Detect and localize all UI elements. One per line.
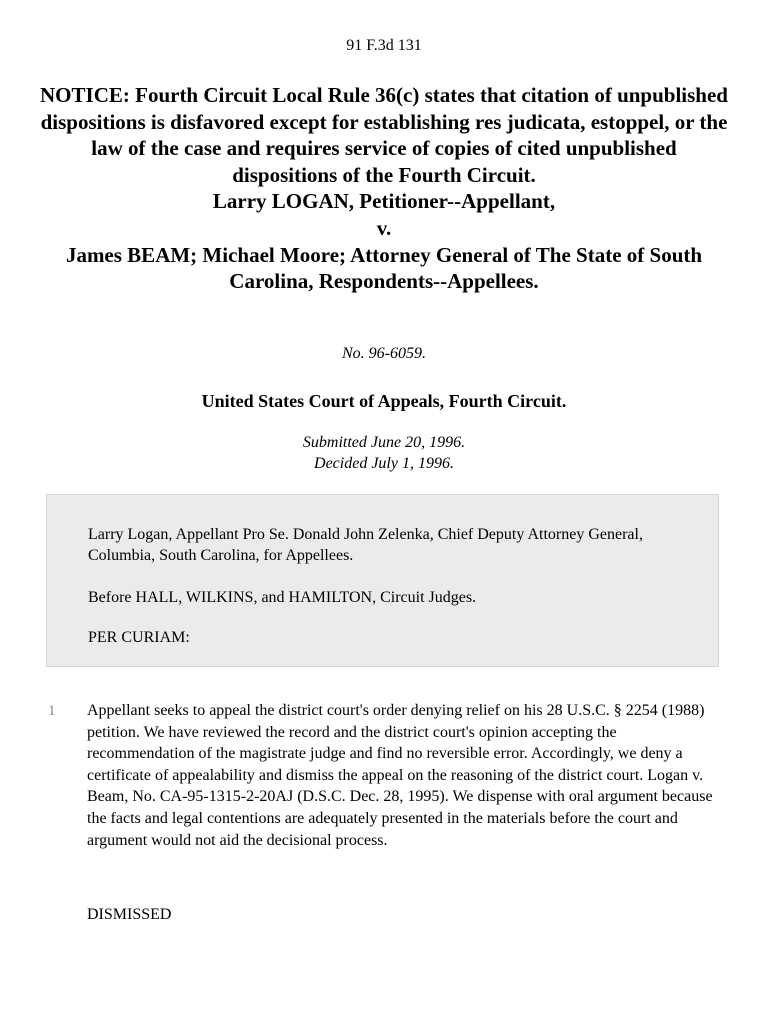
court-name: United States Court of Appeals, Fourth Circuit.	[201, 391, 567, 411]
docket-number: No. 96-6059.	[342, 345, 426, 362]
case-info-box	[46, 494, 719, 667]
decided-date: Decided July 1, 1996.	[314, 455, 454, 472]
counsel-listing: Larry Logan, Appellant Pro Se. Donald John Zelenka, Chief Deputy Attorney General, Columbia, South Carolina, for Appellees.	[88, 526, 643, 564]
rule-notice: NOTICE: Fourth Circuit Local Rule 36(c) states that citation of unpublished dispositions is disfavored except for establishing res judicata, estoppel, or the law of the case and requires service of copies of cited unpublished dispositions of the Fourth Circuit.	[40, 83, 728, 187]
opinion-paragraph: Appellant seeks to appeal the district court's order denying relief on his 28 U.S.C. § 2254 (1988) petition. We have reviewed the record and the district court's opinion accepting the recommendation of the magistrate judge and find no reversible error. Accordingly, we deny a certificate of appealability and dismiss the appeal on the reasoning of the district court. Logan v. Beam, No. CA-95-1315-2-20AJ (D.S.C. Dec. 28, 1995). We dispense with oral argument because the facts and legal contentions are adequately presented in the materials before the court and argument would not aid the decisional process.	[87, 702, 713, 849]
reporter-citation: 91 F.3d 131	[346, 37, 422, 54]
case-dates	[0, 432, 768, 474]
judges-panel: Before HALL, WILKINS, and HAMILTON, Circuit Judges.	[88, 589, 477, 606]
appellant-name: Larry LOGAN, Petitioner--Appellant,	[212, 189, 556, 214]
case-heading	[40, 82, 728, 295]
appellees-names: James BEAM; Michael Moore; Attorney General of The State of South Carolina, Respondents--Appellees.	[65, 242, 703, 294]
submitted-date: Submitted June 20, 1996.	[302, 434, 466, 451]
per-curiam-label: PER CURIAM:	[88, 629, 190, 646]
disposition: DISMISSED	[87, 906, 172, 923]
paragraph-number: 1	[48, 703, 56, 719]
versus-label: v.	[376, 215, 392, 240]
